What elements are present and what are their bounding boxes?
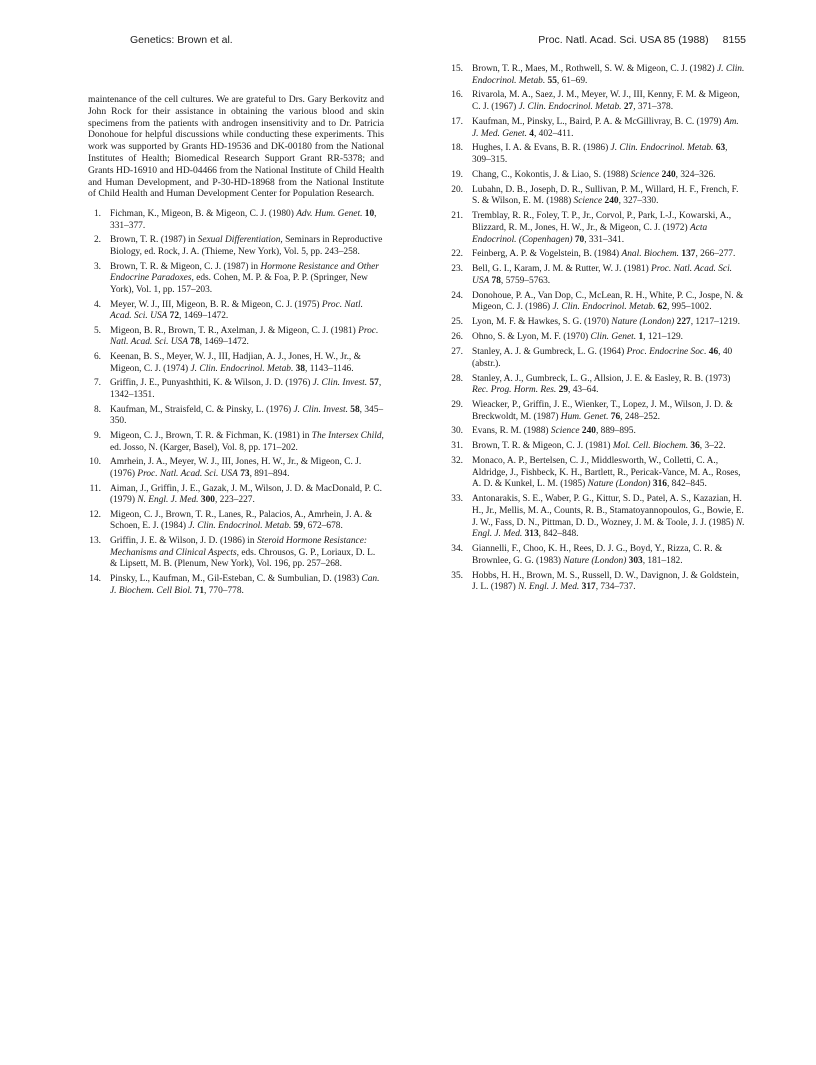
reference-source: N. Engl. J. Med. (137, 495, 199, 506)
reference-source: Science (630, 169, 660, 180)
reference-volume: 27 (623, 102, 634, 113)
reference-number: 2. (93, 235, 101, 246)
reference-pages: , 309–315. (472, 143, 728, 166)
reference-pages: , 371–378. (633, 102, 674, 113)
reference-item (450, 332, 746, 344)
reference-item (88, 457, 384, 480)
reference-source: Proc. Natl. Acad. Sci. USA (110, 299, 363, 322)
reference-number: 1. (93, 209, 101, 220)
reference-number: 29. (451, 400, 463, 410)
reference-authors: Bell, G. I., Karam, J. M. & Rutter, W. J. (1981) (472, 264, 652, 275)
reference-authors: Brown, T. R. & Migeon, C. J. (1981) (472, 441, 613, 452)
reference-item (450, 143, 746, 166)
reference-volume: 46 (708, 347, 719, 358)
reference-authors: Kaufman, M., Pinsky, L., Baird, P. A. & McGillivray, B. C. (1979) (472, 116, 724, 127)
reference-pages: , 1469–1472. (179, 311, 229, 322)
reference-volume: 1 (638, 332, 644, 343)
reference-item (88, 574, 384, 597)
reference-pages: , 345–350. (110, 404, 384, 427)
reference-list-right (450, 64, 746, 594)
reference-source: The Intersex Child (311, 431, 382, 442)
reference-authors: Migeon, C. J., Brown, T. R., Lanes, R., Palacios, A., Amrhein, J. A. & Schoen, E. J. (1984) (110, 509, 373, 532)
reference-item (450, 317, 746, 329)
reference-number: 35. (451, 570, 463, 581)
reference-number: 5. (93, 325, 101, 336)
reference-pages: , 891–894. (249, 468, 290, 479)
reference-authors: Antonarakis, S. E., Waber, P. G., Kittur, S. D., Patel, A. S., Kazazian, H. H., Jr., Mellis, M. A., Counts, R. B., Stamatoyannopoulos, G., Bowie, E. J. W., Fass, D. N., Pittman, D. D., Wozney, J. M. & Toole, J. J. (1985) (472, 494, 744, 528)
reference-item (450, 494, 746, 540)
reference-volume: 240 (581, 426, 596, 437)
reference-item (88, 405, 384, 428)
reference-item (88, 262, 384, 297)
journal-citation-header (538, 34, 746, 46)
reference-number: 4. (93, 299, 101, 310)
reference-authors: Tremblay, R. R., Foley, T. P., Jr., Corvol, P., Park, I.-J., Kowarski, A., Blizzard, R. M., Jones, H. W., Jr., & Migeon, C. J. (1972) (472, 211, 732, 233)
reference-number: 32. (451, 456, 463, 467)
reference-number: 33. (451, 494, 463, 505)
reference-pages: , Seminars in Reproductive Biology, ed. Rock, J. A. (Thieme, New York), Vol. 5, pp. 243–258. (110, 235, 383, 258)
reference-authors: Keenan, B. S., Meyer, W. J., III, Hadjian, A. J., Jones, H. W., Jr., & Migeon, C. J. (1974) (110, 352, 361, 374)
reference-number: 23. (451, 264, 463, 275)
reference-pages: , 331–377. (110, 209, 377, 231)
reference-source: Steroid Hormone Resistance: Mechanisms and Clinical Aspects (110, 536, 367, 558)
reference-authors: Donohoue, P. A., Van Dop, C., McLean, R. H., White, P. C., Jospe, N. & Migeon, C. J. (1986) (472, 290, 744, 313)
reference-authors: Lyon, M. F. & Hawkes, S. G. (1970) (472, 317, 612, 328)
reference-pages: , 402–411. (533, 128, 574, 139)
reference-volume: 316 (652, 479, 667, 490)
reference-number: 12. (89, 509, 101, 520)
reference-pages: , 1342–1351. (110, 378, 382, 401)
reference-volume: 36 (690, 441, 700, 452)
reference-item (450, 571, 746, 594)
reference-volume: 58 (350, 404, 360, 415)
reference-item (450, 64, 746, 87)
reference-pages: , eds. Cohen, M. P. & Foa, P. P. (Springer, New York), Vol. 1, pp. 157–203. (110, 273, 368, 295)
reference-number: 15. (451, 64, 463, 74)
reference-item (450, 441, 746, 453)
reference-source: Acta Endocrinol. (Copenhagen) (472, 222, 708, 245)
reference-authors: Evans, R. M. (1988) (472, 426, 551, 437)
reference-source: N. Engl. J. Med. (518, 582, 580, 593)
reference-source: Mol. Cell. Biochem. (612, 441, 689, 452)
reference-authors: Kaufman, M., Straisfeld, C. & Pinsky, L. (1976) (110, 404, 294, 415)
reference-number: 3. (93, 261, 101, 272)
reference-source: J. Clin. Endocrinol. Metab. (610, 143, 714, 154)
reference-authors: Brown, T. R. (1987) in (110, 235, 198, 246)
reference-source: J. Clin. Invest. (312, 378, 368, 389)
reference-volume: 57 (369, 378, 379, 389)
reference-volume: 59 (293, 521, 303, 532)
reference-item (88, 510, 384, 533)
reference-source: Nature (London) (563, 555, 627, 566)
reference-pages: , 248–252. (620, 411, 661, 422)
reference-pages: , 995–1002. (667, 302, 712, 313)
reference-number: 9. (93, 431, 101, 442)
reference-pages: , 61–69. (556, 75, 588, 86)
reference-pages: , 5759–5763. (500, 275, 551, 286)
reference-authors: Aiman, J., Griffin, J. E., Gazak, J. M., Wilson, J. D. & MacDonald, P. C. (1979) (110, 483, 382, 506)
reference-item (450, 117, 746, 140)
reference-volume: 240 (661, 169, 676, 180)
reference-source: Clin. Genet. (590, 332, 637, 343)
reference-source: J. Clin. Endocrinol. Metab. (518, 102, 622, 113)
reference-volume: 240 (604, 196, 619, 207)
reference-item (450, 211, 746, 246)
reference-pages: , eds. Chrousos, G. P., Loriaux, D. L. & Lipsett, M. B. (Plenum, New York), Vol. 196, pp. 257–268. (110, 547, 376, 570)
reference-item (450, 90, 746, 113)
reference-pages: , 1143–1146. (305, 363, 354, 374)
reference-authors: Amrhein, J. A., Meyer, W. J., III, Jones, H. W., Jr., & Migeon, C. J. (1976) (110, 457, 362, 479)
reference-source: Nature (London) (587, 479, 651, 490)
reference-source: J. Clin. Endocrinol. Metab. (472, 64, 745, 86)
reference-pages: , 1469–1472. (199, 337, 249, 348)
reference-authors: Brown, T. R., Maes, M., Rothwell, S. W. & Migeon, C. J. (1982) (472, 64, 717, 74)
reference-item (88, 378, 384, 401)
reference-pages: , 1217–1219. (690, 317, 740, 328)
reference-number: 31. (451, 441, 463, 452)
reference-pages: , 223–227. (214, 495, 255, 506)
reference-pages: , 842–848. (538, 529, 579, 540)
reference-number: 16. (451, 90, 463, 101)
reference-source: Nature (London) (611, 317, 675, 328)
left-column (88, 94, 384, 600)
reference-number: 13. (89, 536, 101, 547)
reference-pages: , 121–129. (643, 332, 683, 343)
reference-volume: 70 (574, 234, 585, 245)
reference-pages: , 327–330. (618, 196, 659, 207)
reference-volume: 62 (657, 302, 668, 313)
reference-item (450, 249, 746, 261)
reference-authors: Hughes, I. A. & Evans, B. R. (1986) (472, 143, 611, 154)
reference-source: Rec. Prog. Horm. Res. (472, 385, 557, 396)
reference-authors: Griffin, J. E. & Wilson, J. D. (1986) in (110, 536, 257, 547)
reference-pages: , ed. Josso, N. (Karger, Basel), Vol. 8, pp. 171–202. (110, 431, 384, 453)
reference-number: 19. (451, 169, 463, 180)
reference-item (88, 300, 384, 323)
reference-item (88, 536, 384, 571)
reference-item (450, 400, 746, 423)
reference-pages: , 40 (abstr.). (472, 347, 733, 369)
reference-pages: , 266–277. (695, 249, 736, 260)
reference-number: 10. (89, 457, 101, 468)
reference-volume: 29 (558, 385, 568, 396)
reference-number: 30. (451, 426, 463, 437)
reference-source: Proc. Natl. Acad. Sci. USA (472, 264, 733, 286)
reference-volume: 303 (628, 555, 643, 566)
reference-source: Am. J. Med. Genet. (472, 116, 739, 139)
reference-authors: Feinberg, A. P. & Vogelstein, B. (1984) (472, 249, 622, 260)
reference-item (450, 374, 746, 397)
reference-number: 11. (89, 483, 101, 494)
reference-item (88, 352, 384, 375)
reference-authors: Pinsky, L., Kaufman, M., Gil-Esteban, C. & Sumbulian, D. (1983) (110, 574, 362, 585)
reference-number: 20. (451, 184, 463, 195)
reference-authors: Lubahn, D. B., Joseph, D. R., Sullivan, P. M., Willard, H. F., French, F. S. & Wilson, E. M. (1988) (472, 184, 739, 207)
reference-pages: , 672–678. (302, 521, 343, 532)
reference-source: J. Clin. Endocrinol. Metab. (190, 363, 294, 374)
reference-source: Proc. Natl. Acad. Sci. USA (137, 468, 238, 479)
acknowledgment-paragraph: maintenance of the cell cultures. We are grateful to Drs. Gary Berkovitz and John Rock for their assistance in obtaining the various blood and skin specimens from the patients with androgen insensitivity and to Dr. Patricia Donohoue for helpful discussions while conducting these experiments. This work was supported by Grants HD-19536 and DK-00180 from the National Institutes of Health; Biomedical Research Support Grant RR-5378; and Grants HD-16910 and HD-04466 from the National Institute of Child Health and Human Development, and P-30-HD-18968 from the National Institute of Child Health and Human Development Center for Population Research. (88, 94, 384, 200)
reference-volume: 76 (610, 411, 621, 422)
reference-number: 6. (93, 352, 101, 363)
reference-pages: , 842–845. (666, 479, 707, 490)
reference-pages: , 43–64. (568, 385, 599, 396)
reference-list-left (88, 209, 384, 597)
reference-authors: Migeon, B. R., Brown, T. R., Axelman, J. & Migeon, C. J. (1981) (110, 325, 359, 336)
reference-source: N. Engl. J. Med. (472, 517, 745, 540)
reference-pages: , 181–182. (642, 555, 683, 566)
reference-item (450, 426, 746, 438)
reference-source: Hormone Resistance and Other Endocrine Paradoxes (110, 261, 379, 284)
reference-source: Hum. Genet. (560, 411, 609, 422)
reference-item (450, 347, 746, 370)
reference-item (88, 326, 384, 349)
reference-authors: Brown, T. R. & Migeon, C. J. (1987) in (110, 261, 261, 272)
reference-authors: Rivarola, M. A., Saez, J. M., Meyer, W. J., III, Kenny, F. M. & Migeon, C. J. (1967) (472, 90, 740, 113)
reference-authors: Griffin, J. E., Punyashthiti, K. & Wilson, J. D. (1976) (110, 378, 313, 389)
reference-source: Adv. Hum. Genet. (296, 209, 363, 220)
reference-authors: Hobbs, H. H., Brown, M. S., Russell, D. W., Davignon, J. & Goldstein, J. L. (1987) (472, 570, 739, 593)
reference-item (88, 431, 384, 454)
reference-authors: Stanley, A. J. & Gumbreck, L. G. (1964) (472, 347, 627, 358)
reference-number: 17. (451, 116, 463, 127)
reference-source: Proc. Natl. Acad. Sci. USA (110, 325, 379, 348)
page-number: 8155 (722, 34, 746, 46)
reference-volume: 317 (581, 582, 596, 593)
reference-volume: 4 (529, 128, 534, 139)
right-column (450, 64, 746, 597)
reference-source: J. Clin. Endocrinol. Metab. (552, 302, 656, 313)
reference-pages: , 3–22. (699, 441, 726, 452)
reference-authors: Monaco, A. P., Bertelsen, C. J., Middlesworth, W., Colletti, C. A., Aldridge, J., Fishbeck, K. H., Bartlett, R., Pericak-Vance, M. A., Roses, A. D. & Kunkel, L. M. (1985) (472, 456, 741, 490)
reference-source: Science (573, 196, 603, 207)
reference-authors: Ohno, S. & Lyon, M. F. (1970) (472, 332, 591, 343)
reference-authors: Wieacker, P., Griffin, J. E., Wienker, T., Lopez, J. M., Wilson, J. D. & Breckwoldt, M. (1987) (472, 400, 733, 422)
reference-volume: 73 (240, 468, 250, 479)
reference-item (450, 185, 746, 208)
reference-source: J. Clin. Invest. (293, 404, 348, 415)
reference-volume: 227 (676, 317, 691, 328)
reference-number: 8. (93, 404, 101, 415)
reference-number: 24. (451, 290, 463, 301)
reference-volume: 72 (169, 311, 179, 322)
running-head: Genetics: Brown et al. (130, 34, 233, 46)
reference-pages: , 889–895. (595, 426, 636, 437)
reference-number: 28. (451, 373, 463, 384)
reference-number: 7. (93, 378, 101, 389)
reference-number: 27. (451, 347, 463, 358)
reference-item (450, 291, 746, 314)
reference-item (450, 170, 746, 182)
reference-item (450, 264, 746, 287)
reference-item (88, 235, 384, 258)
reference-source: Sexual Differentiation (197, 235, 281, 246)
journal-name: Proc. Natl. Acad. Sci. USA 85 (1988) (538, 34, 709, 46)
reference-volume: 55 (547, 75, 557, 86)
reference-pages: , 324–326. (675, 169, 716, 180)
reference-item (88, 209, 384, 232)
reference-volume: 38 (295, 363, 306, 374)
reference-volume: 137 (681, 249, 696, 260)
reference-number: 34. (451, 544, 463, 555)
reference-source: Anal. Biochem. (621, 249, 680, 260)
reference-item (88, 484, 384, 507)
reference-volume: 300 (200, 495, 215, 506)
reference-volume: 313 (524, 529, 539, 540)
reference-authors: Migeon, C. J., Brown, T. R. & Fichman, K. (1981) in (110, 431, 312, 442)
reference-authors: Fichman, K., Migeon, B. & Migeon, C. J. (1980) (110, 209, 297, 220)
reference-authors: Giannelli, F., Choo, K. H., Rees, D. J. G., Boyd, Y., Rizza, C. R. & Brownlee, G. G. (1983) (472, 544, 723, 566)
reference-item (450, 456, 746, 491)
reference-number: 25. (451, 317, 463, 328)
reference-number: 18. (451, 143, 463, 154)
reference-item (450, 544, 746, 567)
reference-authors: Stanley, A. J., Gumbreck, L. G., Allsion, J. E. & Easley, R. B. (1973) (472, 373, 731, 384)
reference-authors: Meyer, W. J., III, Migeon, B. R. & Migeon, C. J. (1975) (110, 299, 322, 310)
reference-volume: 10 (364, 209, 375, 220)
reference-pages: , 734–737. (595, 582, 636, 593)
reference-volume: 78 (190, 337, 200, 348)
reference-source: J. Clin. Endocrinol. Metab. (188, 521, 292, 532)
reference-number: 14. (89, 574, 101, 585)
reference-number: 26. (451, 332, 463, 343)
reference-number: 21. (451, 211, 463, 222)
reference-pages: , 770–778. (204, 585, 244, 596)
reference-source: Can. J. Biochem. Cell Biol. (110, 574, 380, 596)
reference-volume: 71 (194, 585, 204, 596)
reference-volume: 63 (715, 143, 726, 154)
reference-source: Science (550, 426, 580, 437)
reference-authors: Chang, C., Kokontis, J. & Liao, S. (1988) (472, 169, 631, 180)
reference-source: Proc. Endocrine Soc. (626, 347, 707, 358)
reference-volume: 78 (491, 275, 501, 286)
reference-number: 22. (451, 249, 463, 260)
reference-pages: , 331–341. (584, 234, 625, 245)
